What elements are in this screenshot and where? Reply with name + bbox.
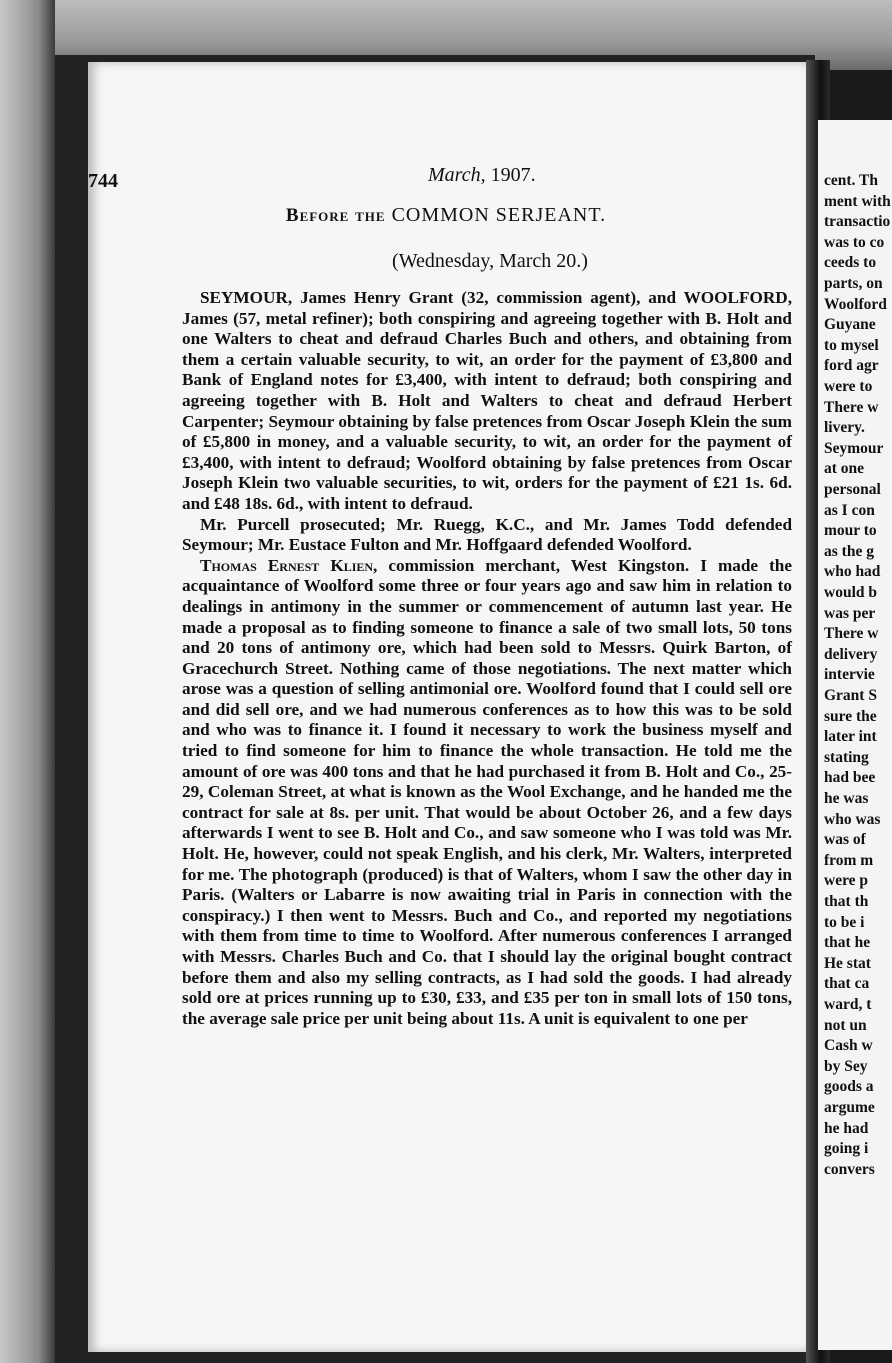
facing-page-line: to be i (824, 913, 865, 931)
facing-page-line: stating (824, 748, 869, 766)
facing-page-line: There w (824, 625, 879, 643)
facing-page-line: Grant S (824, 687, 877, 704)
running-head-month: March, (428, 164, 486, 186)
facing-page-line: livery. (824, 419, 865, 437)
facing-page-line: ward, t (824, 996, 872, 1013)
facing-page-line: transactio (824, 213, 891, 231)
witness-testimony: commission merchant, West Kingston. I made the acquaintance of Woolford some three or four years ago and saw him in relation to dealings in antimony in the summer or commencement of autumn last year. He made a proposal as to finding someone to finance a sale of two small lots, 50 tons and 20 tons of antimony ore, which had been sold to Messrs. Quirk Barton, of Gracechurch Street. Nothing came of those negotiations. The next matter which arose was a question of selling antimonial ore. Woolford found that I could sell ore and did sell ore, and we had numerous conferences as to how this was to be sold and who was to finance it. I found it necessary to work the business myself and tried to find someone for him to finance the whole transaction. He told me the amount of ore was 400 tons and that he had purchased it from B. Holt and Co., 25-29, Coleman Street, at what is known as the Wool Exchange, and he handed me the contract for sale at 8s. per unit. That would be about October 26, and a few days afterwards I went to see B. Holt and Co., and saw someone who I was told was Mr. Holt. He, however, could not speak English, and his clerk, Mr. Walters, interpreted for me. The photograph (produced) is that of Walters, whom I saw the other day in Paris. (Walters or Labarre is now awaiting trial in Paris in connection with the conspiracy.) I then went to Messrs. Buch and Co., and reported my negotiations with them from time to time to Woolford. After numerous conferences I arranged with Messrs. Charles Buch and Co. that I should lay the original bought contract before them and also my selling contracts, as I had sold the goods. I had already sold ore at prices running up to £30, £33, and £35 per ton in small lots of 150 tons, the average sale price per unit being about 11s. A unit is equivalent to one per (182, 555, 792, 1028)
running-head (428, 164, 536, 187)
facing-page-line: that th (824, 893, 869, 910)
facing-page-line: that he (824, 934, 871, 952)
facing-page-line: later int (824, 728, 877, 746)
facing-page-line: cent. Th (824, 172, 878, 189)
facing-page-line: Guyane (824, 316, 876, 334)
facing-page-line: were to (824, 378, 873, 395)
facing-page-line: who had (824, 563, 881, 581)
facing-page-line: goods a (824, 1078, 874, 1096)
facing-page-fragment (818, 120, 892, 1350)
facing-page-line: ford agr (824, 357, 879, 375)
facing-page-line: going i (824, 1140, 869, 1158)
witness-paragraph (182, 556, 792, 1030)
facing-page-line: mour to (824, 522, 877, 540)
facing-page-line: from m (824, 851, 874, 869)
facing-page-line: was of (824, 831, 866, 849)
facing-page-line: was to co (824, 233, 885, 251)
report-body (182, 288, 792, 1029)
witness-name: Thomas Ernest Klien, (200, 555, 378, 575)
facing-page-line: Woolford (824, 295, 887, 313)
page-number: 744 (88, 170, 118, 192)
facing-page-line: argume (824, 1099, 875, 1116)
facing-page-line: ment with (824, 192, 891, 210)
facing-page-line: to mysel (824, 336, 879, 354)
facing-page-line: he had (824, 1119, 869, 1137)
facing-page-line: intervie (824, 666, 875, 684)
facing-page-line: parts, on (824, 275, 883, 292)
facing-page-line: not un (824, 1016, 867, 1034)
facing-page-line: Seymour (824, 439, 884, 457)
facing-page-line: as I con (824, 501, 875, 519)
facing-page-line: convers (824, 1160, 875, 1178)
facing-page-line: were p (824, 872, 869, 890)
facing-page-line: who was (824, 810, 881, 828)
facing-page-line: had bee (824, 769, 876, 787)
indictment-paragraph: SEYMOUR, James Henry Grant (32, commission agent), and WOOLFORD, James (57, metal refiner); both conspiring and agreeing together with B. Holt and one Walters to cheat and defraud Charles Buch and others, and obtaining from them a certain valuable security, to wit, an order for the payment of £3,800 and Bank of England notes for £3,400, with intent to defraud; both conspiring and agreeing together with B. Holt and Walters to cheat and defraud Herbert Carpenter; Seymour obtaining by false pretences from Oscar Joseph Klein the sum of £5,800 in money, and a valuable security, to wit, an order for the payment of £3,400, with intent to defraud; Woolford obtaining by false pretences from Oscar Joseph Klein two valuable securities, to wit, orders for the payment of £21 1s. 6d. and £48 18s. 6d., with intent to defraud. (182, 288, 792, 513)
facing-page-line: he was (824, 790, 869, 807)
facing-page-line: ceeds to (824, 254, 877, 272)
facing-page-line: that ca (824, 975, 870, 993)
facing-page-line: at one (824, 460, 865, 478)
counsel-paragraph: Mr. Purcell prosecuted; Mr. Ruegg, K.C., and Mr. James Todd defended Seymour; Mr. Eustace Fulton and Mr. Hoffgaard defended Woolford. (182, 514, 792, 555)
facing-page-line: would b (824, 584, 877, 601)
court-heading (0, 204, 892, 227)
session-date: (Wednesday, March 20.) (392, 250, 588, 272)
facing-page-line: delivery (824, 645, 878, 663)
facing-page-line: He stat (824, 954, 871, 972)
facing-page-line: There w (824, 398, 879, 416)
facing-page-line: Cash w (824, 1037, 873, 1055)
facing-page-line: as the g (824, 542, 874, 560)
court-heading-prefix: Before the (285, 205, 386, 226)
facing-page-line: was per (824, 604, 876, 622)
court-heading-name: COMMON SERJEANT. (391, 204, 607, 226)
running-head-year: 1907. (490, 164, 536, 186)
facing-page-line: sure the (824, 707, 877, 725)
facing-page-line: by Sey (824, 1057, 868, 1075)
facing-page-line: personal (824, 481, 881, 498)
